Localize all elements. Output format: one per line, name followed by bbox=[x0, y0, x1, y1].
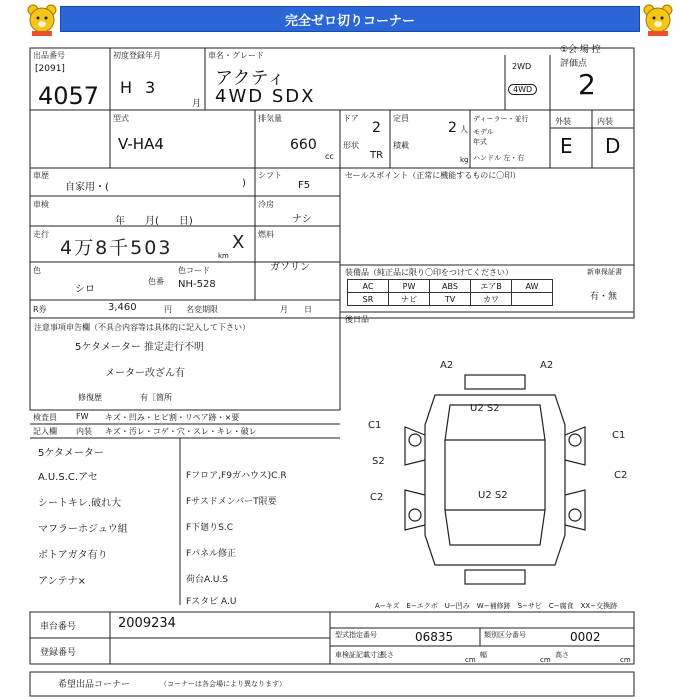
comment-left-6: アンテナ× bbox=[38, 576, 86, 587]
entry-interior: 内装 bbox=[76, 427, 92, 436]
equipment-table bbox=[347, 279, 553, 306]
damage-c1-right: C1 bbox=[612, 430, 626, 441]
fuel-value: ガソリン bbox=[270, 262, 310, 273]
class-no-value: 0002 bbox=[570, 630, 601, 644]
inspector-label: 検査員 bbox=[33, 413, 57, 422]
load-unit: kg bbox=[460, 156, 469, 164]
lot-label: 出品番号 bbox=[33, 51, 65, 60]
name-change-label: 名変期限 bbox=[186, 305, 218, 314]
equip-sr: SR bbox=[348, 293, 389, 306]
car-grade: 4WD SDX bbox=[215, 86, 316, 107]
vehicle-damage-diagram bbox=[395, 365, 595, 595]
lot-bracket: [2091] bbox=[35, 64, 65, 74]
damage-c2-right: C2 bbox=[614, 470, 628, 481]
score-value: 2 bbox=[578, 68, 596, 101]
sales-point-label: セールスポイント（正常に機能するものに〇印） bbox=[345, 171, 521, 180]
comment-left-4: マフラーホジュウ組 bbox=[38, 524, 128, 535]
model-value: V-HA4 bbox=[118, 135, 164, 153]
comment-left-3: シートキレ.破れ大 bbox=[38, 498, 122, 509]
exterior-value: E bbox=[560, 134, 573, 158]
type-spec-label: 型式指定番号 bbox=[335, 631, 377, 639]
comment-right-6: Fスタビ A.U bbox=[186, 597, 237, 607]
mileage-label: 走行 bbox=[33, 230, 49, 239]
color-code: NH-528 bbox=[178, 279, 216, 290]
usage-close: ) bbox=[242, 178, 246, 189]
first-reg-era: H bbox=[120, 78, 133, 97]
comment-right-4: Fパネル修正 bbox=[186, 549, 237, 559]
history-label: 車歴 bbox=[33, 171, 49, 180]
new-car-warranty-label: 新車保証書 bbox=[587, 268, 622, 276]
load-label: 積載 bbox=[393, 141, 409, 150]
new-car-warranty-value: 有・無 bbox=[590, 292, 618, 302]
shaken-value: 年 月( 日) bbox=[115, 216, 193, 227]
first-reg-month-unit: 月 bbox=[192, 99, 202, 109]
comment-right-2: FサスドメンバーT限要 bbox=[186, 497, 277, 507]
drive-2wd: 2WD bbox=[512, 62, 532, 71]
damage-c1-left: C1 bbox=[368, 420, 382, 431]
damage-a2-right: A2 bbox=[540, 360, 554, 371]
car-no-value: 2009234 bbox=[118, 616, 176, 631]
color-code-label: 色コード bbox=[178, 266, 210, 275]
comment-right-1: Fフロア,F9ガハウス)C.R bbox=[186, 471, 287, 481]
damage-u2s2-top: U2 S2 bbox=[470, 403, 500, 414]
doors-value: 2 bbox=[372, 120, 381, 136]
shift-label: シフト bbox=[258, 171, 282, 180]
length-label: 長さ bbox=[380, 651, 394, 659]
shape-value: TR bbox=[370, 150, 384, 161]
notes-line-2: メーター改ざん有 bbox=[105, 368, 185, 379]
banner-title: 完全ゼロ切りコーナー bbox=[60, 6, 640, 32]
equip-leather: カワ bbox=[471, 293, 512, 306]
comment-left-2: A.U.S.C.アセ bbox=[38, 472, 98, 483]
first-reg-year: 3 bbox=[145, 78, 156, 97]
capacity-unit: 人 bbox=[460, 125, 468, 134]
equipment-label: 装備品（純正品に限り〇印をつけてください） bbox=[345, 268, 513, 277]
length-unit: cm bbox=[465, 656, 476, 664]
fuel-label: 燃料 bbox=[258, 230, 274, 239]
equip-airbag: エアB bbox=[471, 280, 512, 293]
capacity-value: 2 bbox=[448, 120, 457, 136]
recycle-value: 3,460 bbox=[108, 302, 137, 313]
usage-value: 自家用・( bbox=[65, 182, 109, 193]
color-value: シロ bbox=[75, 284, 95, 295]
interior-value: D bbox=[605, 134, 621, 158]
damage-legend: A−キズ E−エクボ U−凹み W−補修跡 S−サビ C−腐食 XX−交換跡 bbox=[375, 602, 618, 610]
mileage-value: 4万8千503 bbox=[60, 237, 173, 259]
dealer-label: ディーラー・並行 bbox=[473, 115, 529, 123]
recycle-unit: 円 bbox=[164, 305, 172, 314]
venue-label: ①会 場 控 bbox=[560, 45, 601, 55]
model-year-label: モデル bbox=[473, 128, 494, 136]
displacement-value: 660 bbox=[290, 137, 317, 153]
drive-4wd-circled: 4WD bbox=[508, 84, 537, 95]
score-label: 評価点 bbox=[560, 59, 588, 69]
damage-c2-left: C2 bbox=[370, 492, 384, 503]
entry-interior-items: キズ・汚レ・コゲ・穴・スレ・キレ・破レ bbox=[105, 427, 257, 436]
capacity-label: 定員 bbox=[393, 114, 409, 123]
comment-right-5: 荷台A.U.S bbox=[186, 575, 229, 585]
ac-value: ナシ bbox=[292, 214, 312, 225]
interior-label: 内装 bbox=[597, 117, 613, 126]
damage-s2-left: S2 bbox=[372, 456, 385, 467]
mileage-unit: km bbox=[218, 252, 229, 260]
type-spec-value: 06835 bbox=[415, 630, 454, 644]
color-label: 色 bbox=[33, 266, 41, 275]
wish-corner-label: 希望出品コーナー bbox=[58, 680, 131, 690]
comment-right-3: F下廻りS.C bbox=[186, 523, 234, 533]
equip-blank bbox=[512, 293, 553, 306]
displacement-label: 排気量 bbox=[258, 114, 282, 123]
first-reg-label: 初度登録年月 bbox=[113, 51, 161, 60]
car-no-label: 車台番号 bbox=[40, 622, 77, 632]
equip-abs: ABS bbox=[430, 280, 471, 293]
equip-tv: TV bbox=[430, 293, 471, 306]
height-unit: cm bbox=[620, 656, 631, 664]
model-label: 型式 bbox=[113, 114, 129, 123]
doors-label: ドア bbox=[343, 114, 359, 123]
width-label: 幅 bbox=[480, 651, 487, 659]
shape-label: 形状 bbox=[343, 141, 359, 150]
comment-left-1: 5ケタメーター bbox=[38, 448, 104, 459]
entry-label: 記入欄 bbox=[33, 427, 57, 436]
car-name: アクティ bbox=[215, 68, 286, 89]
inspector-items: キズ・凹み・ヒビ割・リペア跡・×要 bbox=[105, 413, 240, 422]
mileage-mark: X bbox=[232, 232, 245, 253]
notes-line-1: 5ケタメーター 推定走行不明 bbox=[75, 342, 205, 353]
displacement-unit: cc bbox=[325, 152, 334, 161]
car-name-label: 車名・グレード bbox=[208, 51, 264, 60]
shift-value: F5 bbox=[298, 180, 311, 191]
lot-number: 4057 bbox=[38, 82, 100, 110]
width-unit: cm bbox=[540, 656, 551, 664]
damage-u2s2-bottom: U2 S2 bbox=[478, 490, 508, 501]
name-change-value: 月 日 bbox=[280, 305, 312, 314]
notes-label: 注意事項申告欄（不具合内容等は具体的に記入して下さい） bbox=[34, 323, 250, 332]
damage-a2-left: A2 bbox=[440, 360, 454, 371]
handle-label: ハンドル 左・右 bbox=[473, 154, 525, 162]
equip-pw: PW bbox=[389, 280, 430, 293]
repair-value: 有［箇所 bbox=[140, 393, 172, 402]
dimensions-label: 車検証記載寸法 bbox=[335, 651, 384, 659]
rear-items-label: 後日品 bbox=[345, 315, 369, 324]
exterior-label: 外装 bbox=[555, 117, 571, 126]
recycle-label: R券 bbox=[33, 305, 47, 314]
equip-aw: AW bbox=[512, 280, 553, 293]
height-label: 高さ bbox=[555, 651, 569, 659]
color-no-label: 色番 bbox=[148, 277, 164, 286]
ac-label: 冷房 bbox=[258, 200, 274, 209]
equip-navi: ナビ bbox=[389, 293, 430, 306]
wish-corner-note: （コーナーは各会場により異なります） bbox=[160, 680, 286, 688]
class-no-label: 類別区分番号 bbox=[484, 631, 526, 639]
shaken-label: 車検 bbox=[33, 200, 49, 209]
reg-no-label: 登録番号 bbox=[40, 648, 77, 658]
repair-label: 修復歴 bbox=[78, 393, 102, 402]
year-label: 年式 bbox=[473, 138, 487, 146]
comment-left-5: ボトアガタ有り bbox=[38, 550, 108, 561]
equip-ac: AC bbox=[348, 280, 389, 293]
inspector-fw: FW bbox=[76, 412, 89, 421]
